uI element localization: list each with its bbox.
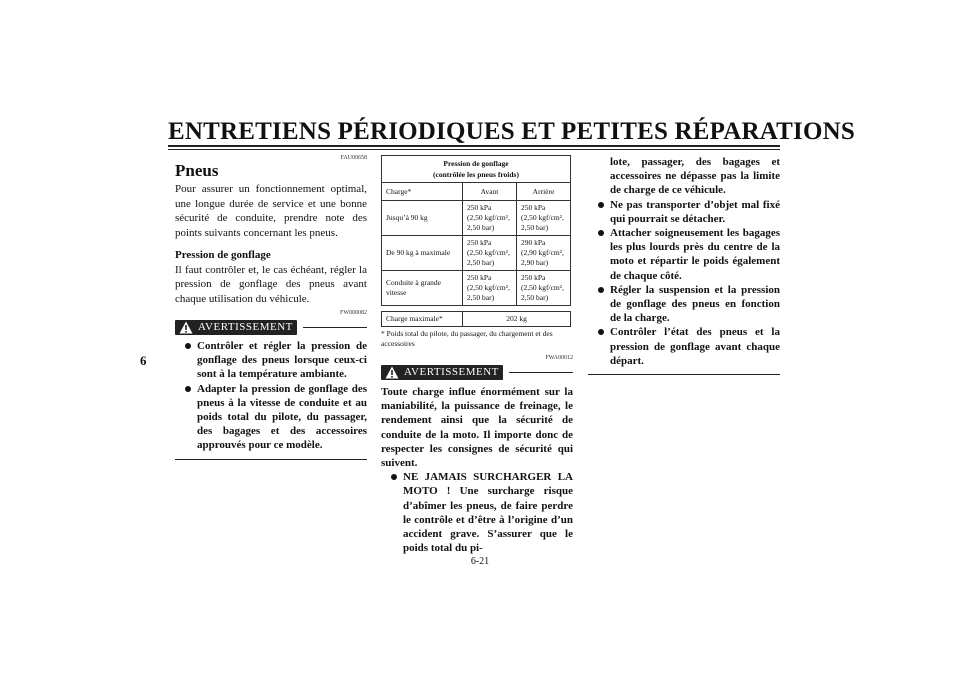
table-cell: 250 kPa (2,50 kgf/cm², 2,50 bar) (463, 201, 517, 236)
table-cell: 250 kPa (2,50 kgf/cm², 2,50 bar) (463, 236, 517, 271)
section-end-rule (175, 459, 367, 460)
bullet-icon (598, 230, 604, 236)
table-row (382, 201, 571, 236)
warning-triangle-icon (385, 366, 399, 379)
table-cell: De 90 kg à maximale (382, 236, 463, 271)
warning-paragraph: Toute charge influe énormément sur la maniabilité, la puissance de freinage, le rendement ainsi que la sécurité de conduite de la moto. Il importe donc de respecter les consignes de sécurité qui suivent. (381, 386, 573, 470)
table-cell: Jusqu’à 90 kg (382, 201, 463, 236)
warning-label: AVERTISSEMENT (404, 366, 499, 378)
table-cell: 250 kPa (2,50 kgf/cm², 2,50 bar) (517, 271, 571, 306)
bullet-icon (185, 386, 191, 392)
table-header-cell: Charge* (382, 183, 463, 201)
list-item (588, 283, 780, 326)
page-number: 6-21 (470, 556, 490, 567)
subheading: Pression de gonflage (175, 249, 271, 261)
list-item (381, 470, 573, 555)
warning-label-box (175, 320, 297, 335)
intro-paragraph: Pour assurer un fonctionnement optimal, une longue durée de service et une bonne sécurité de conduite, prendre note des points suivants concernant les pneus. (175, 183, 367, 239)
table-cell: Charge maximale* (382, 312, 463, 327)
reference-code: FWA00012 (545, 355, 573, 361)
bullet-icon (598, 287, 604, 293)
list-item (175, 339, 367, 382)
warning-rule (303, 327, 367, 328)
list-item-text: Attacher soigneusement les bagages les plus lourds près du centre de la moto et répartir le poids également de chaque côté. (610, 227, 780, 282)
table-title-line: (contrôlée les pneus froids) (433, 170, 519, 179)
table-title (382, 156, 571, 183)
bullet-icon (391, 474, 397, 480)
warning-list (588, 198, 780, 368)
bullet-icon (598, 329, 604, 335)
table-title-line: Pression de gonflage (443, 159, 509, 168)
list-item-text: Contrôler et régler la pression de gonflage des pneus lorsque ceux-ci sont à la température ambiante. (197, 340, 367, 381)
header-rule (168, 145, 780, 147)
paragraph: Il faut contrôler et, le cas échéant, régler la pression de gonflage des pneus avant chaque utilisation du véhicule. (175, 263, 367, 305)
table-header-cell: Arrière (517, 183, 571, 201)
list-item-text: Contrôler l’état des pneus et la pression de gonflage avant chaque départ. (610, 326, 780, 367)
list-item (588, 325, 780, 368)
chapter-tab: 6 (140, 353, 147, 368)
table-footnote: * Poids total du pilote, du passager, du chargement et des accessoires (381, 329, 553, 348)
table-cell: 250 kPa (2,50 kgf/cm², 2,50 bar) (517, 201, 571, 236)
warning-rule (509, 372, 573, 373)
reference-code: FAU00658 (340, 155, 367, 161)
table-row (382, 236, 571, 271)
warning-label-box (381, 365, 503, 380)
table-cell: 202 kg (463, 312, 571, 327)
warning-list (175, 339, 367, 453)
table-header-cell: Avant (463, 183, 517, 201)
column-3 (588, 155, 780, 375)
list-item-text: Adapter la pression de gonflage des pneus à la vitesse de conduite et au poids total du pilote, du passager, des bagages et des accessoires approuvés pour ce modèle. (197, 382, 367, 452)
table-cell: Conduite à grande vitesse (382, 271, 463, 306)
section-heading: Pneus (175, 161, 219, 180)
list-item-text: Ne pas transporter d’objet mal fixé qui pourrait se détacher. (610, 198, 780, 225)
table-row (382, 271, 571, 306)
column-2 (381, 155, 573, 555)
bullet-icon (598, 202, 604, 208)
page-title: ENTRETIENS PÉRIODIQUES ET PETITES RÉPARATIONS (168, 118, 855, 145)
bullet-icon (185, 343, 191, 349)
list-item (175, 382, 367, 453)
column-1 (175, 155, 367, 460)
warning-banner (381, 365, 573, 380)
tire-pressure-table (381, 155, 571, 306)
continued-text: lote, passager, des bagages et accessoires ne dépasse pas la limite de charge de ce véhicule. (610, 156, 780, 197)
table-cell: 290 kPa (2,90 kgf/cm², 2,90 bar) (517, 236, 571, 271)
header-rule-thin (168, 149, 780, 150)
list-item (588, 226, 780, 283)
max-load-table (381, 311, 571, 327)
list-item (588, 198, 780, 226)
reference-code: FW000082 (340, 310, 367, 316)
warning-label: AVERTISSEMENT (198, 321, 293, 333)
section-end-rule (588, 374, 780, 375)
list-item-text: NE JAMAIS SURCHARGER LA MOTO ! Une surcharge risque d’abîmer les pneus, de faire perdre le contrôle et d’être à l’origine d’un accident grave. S’assurer que le poids total du pi- (403, 471, 573, 555)
warning-banner (175, 320, 367, 335)
list-item-text: Régler la suspension et la pression de gonflage des pneus en fonction de la charge. (610, 283, 780, 325)
warning-triangle-icon (179, 321, 193, 334)
table-cell: 250 kPa (2,50 kgf/cm², 2,50 bar) (463, 271, 517, 306)
warning-list (381, 470, 573, 555)
